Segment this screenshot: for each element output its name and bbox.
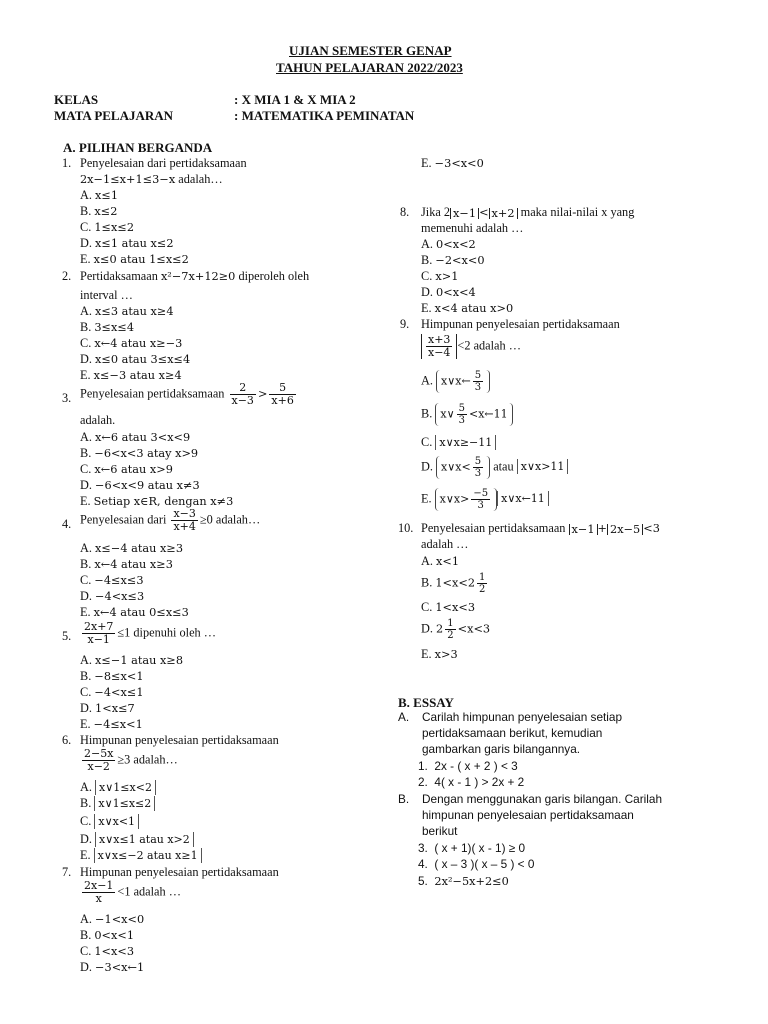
- essay-a-line3: gambarkan garis bilangannya.: [422, 742, 581, 756]
- q10-option-b: B. 1<x<2 $\frac{1}{2}$: [421, 572, 486, 595]
- q10-option-e: E. x>3: [421, 647, 458, 661]
- q1-expr: 2x−1≤x+1≤3−x: [80, 173, 176, 186]
- essay-b-line3: berikut: [422, 824, 458, 838]
- q1-number: 1.: [62, 156, 72, 170]
- q10-option-d: D. 2 $\frac{1}{2}$ <x<3: [421, 618, 491, 641]
- q7-option-c: C. 1<x<3: [80, 944, 135, 958]
- q8-option-e: E. x<4 atau x>0: [421, 301, 514, 315]
- q9-number: 9.: [400, 317, 410, 331]
- q5-number: 5.: [62, 629, 72, 643]
- kelas-value: : X MIA 1 & X MIA 2: [234, 92, 356, 107]
- q3-option-b: B. −6<x<3 atay x>9: [80, 446, 199, 460]
- q7-option-a: A. −1<x<0: [80, 912, 145, 926]
- q8-option-b: B. −2<x<0: [421, 253, 485, 267]
- q4-option-d: D. −4<x≤3: [80, 589, 145, 603]
- q3-text: Penyelesaian pertidaksamaan $\frac{2}{x-3}$ > $\frac{5}{x+6}$: [80, 381, 294, 408]
- q8-text: Jika 2 x−1 < x+2 maka nilai-nilai x yang: [421, 205, 635, 220]
- q7-option-d: D. −3<x←1: [80, 960, 145, 974]
- exam-title: UJIAN SEMESTER GENAP: [289, 43, 452, 58]
- q1-option-b: B. x≤2: [80, 204, 118, 218]
- q7-option-b: B. 0<x<1: [80, 928, 135, 942]
- essay-item-5: 5. 2x²−5x+2≤0: [418, 874, 509, 888]
- q9-option-e: E. x∨x> $\frac{-5}{3}$ x∨x←11: [421, 488, 549, 511]
- q5-option-c: C. −4<x≤1: [80, 685, 144, 699]
- q10-number: 10.: [398, 521, 414, 535]
- q7-expression: $\frac{2x-1}{x}$ <1 adalah …: [84, 879, 182, 906]
- q3-option-d: D. −6<x<9 atau x≠3: [80, 478, 200, 492]
- mapel-label: MATA PELAJARAN: [54, 108, 174, 123]
- q4-option-b: B. x←4 atau x≥3: [80, 557, 173, 571]
- q2-line2: interval …: [80, 288, 133, 302]
- q3-option-c: C. x←6 atau x>9: [80, 462, 173, 476]
- q6-option-c: C. x∨x<1: [80, 815, 139, 827]
- q4-option-c: C. −4≤x≤3: [80, 573, 144, 587]
- q4-number: 4.: [62, 517, 72, 531]
- q5-option-d: D. 1<x≤7: [80, 701, 135, 715]
- q6-option-a: A. x∨1≤x<2: [80, 781, 156, 793]
- essay-a-label: A.: [398, 710, 410, 724]
- q3-line2: adalah.: [80, 413, 116, 427]
- q9-option-b: B. x∨ $\frac{5}{3}$ <x←11: [421, 403, 513, 426]
- q2-text: Pertidaksamaan x²−7x+12≥0 diperoleh oleh: [80, 269, 310, 283]
- q6-option-e: E. x∨x≤−2 atau x≥1: [80, 849, 202, 861]
- q2-option-e: E. x≤−3 atau x≥4: [80, 368, 182, 382]
- kelas-label: KELAS: [54, 92, 99, 107]
- q9-option-d: D. x∨x< $\frac{5}{3}$ atau x∨x>11: [421, 456, 568, 479]
- q1-option-e: E. x≤0 atau 1≤x≤2: [80, 252, 189, 266]
- q8-number: 8.: [400, 205, 410, 219]
- q6-option-b: B. x∨1≤x≤2: [80, 797, 155, 809]
- q4-option-a: A. x≤−4 atau x≥3: [80, 541, 184, 555]
- essay-b-label: B.: [398, 792, 410, 806]
- q1-option-a: A. x≤1: [80, 188, 119, 202]
- q1-tail: adalah…: [178, 172, 223, 186]
- q8-line2: memenuhi adalah …: [421, 221, 524, 235]
- q5-option-b: B. −8≤x<1: [80, 669, 144, 683]
- q10-text: Penyelesaian pertidaksamaan x−1 + 2x−5 <3: [421, 521, 660, 536]
- q3-option-a: A. x←6 atau 3<x<9: [80, 430, 191, 444]
- q6-number: 6.: [62, 733, 72, 747]
- q6-expression: $\frac{2-5x}{x-2}$ ≥3 adalah…: [84, 747, 178, 774]
- q5-option-a: A. x≤−1 atau x≥8: [80, 653, 184, 667]
- section-a-heading: A. PILIHAN BERGANDA: [63, 140, 213, 155]
- essay-item-2: 2. 4( x - 1 ) > 2x + 2: [418, 775, 525, 789]
- q5-text: $\frac{2x+7}{x-1}$ ≤1 dipenuhi oleh …: [84, 620, 217, 647]
- q3-number: 3.: [62, 391, 72, 405]
- q1-option-c: C. 1≤x≤2: [80, 220, 135, 234]
- q2-number: 2.: [62, 269, 72, 283]
- q9-option-a: A. x∨x← $\frac{5}{3}$: [421, 370, 490, 393]
- q6-fraction: $\frac{2-5x}{x-2}$: [84, 747, 114, 774]
- q7-number: 7.: [62, 865, 72, 879]
- q1-expression: [80, 173, 223, 185]
- q6-text: Himpunan penyelesaian pertidaksamaan: [80, 733, 279, 747]
- q2-option-b: B. 3≤x≤4: [80, 320, 135, 334]
- q5-fraction: $\frac{2x+7}{x-1}$: [84, 620, 114, 647]
- q10-line2: adalah …: [421, 537, 469, 551]
- q1-text: Penyelesaian dari pertidaksamaan: [80, 156, 247, 170]
- essay-b-line2: himpunan penyelesaian pertidaksamaan: [422, 808, 634, 822]
- mapel-value: : MATEMATIKA PEMINATAN: [234, 108, 415, 123]
- q8-option-d: D. 0<x<4: [421, 285, 476, 299]
- essay-a-line1: Carilah himpunan penyelesaian setiap: [422, 710, 623, 724]
- essay-a-line2: pertidaksamaan berikut, kemudian: [422, 726, 603, 740]
- q2-option-a: A. x≤3 atau x≥4: [80, 304, 174, 318]
- essay-item-3: 3. ( x + 1)( x - 1) ≥ 0: [418, 841, 526, 855]
- q4-text: Penyelesaian dari $\frac{x-3}{x+4}$ ≥0 adalah…: [80, 507, 261, 534]
- q8-option-c: C. x>1: [421, 269, 459, 283]
- q9-fraction: $\frac{x+3}{x-4}$: [428, 333, 451, 360]
- essay-b-line1: Dengan menggunakan garis bilangan. Carilah: [422, 792, 663, 806]
- q6-option-d: D. x∨x≤1 atau x>2: [80, 833, 194, 845]
- q3-fraction-left: $\frac{2}{x-3}$: [231, 381, 254, 408]
- q9-text: Himpunan penyelesaian pertidaksamaan: [421, 317, 620, 331]
- q7-option-e: E. −3<x<0: [421, 156, 484, 170]
- q3-option-e: E. Setiap x∈R, dengan x≠3: [80, 494, 234, 508]
- q2-option-c: C. x←4 atau x≥−3: [80, 336, 183, 350]
- q2-option-d: D. x≤0 atau 3≤x≤4: [80, 352, 191, 366]
- section-b-heading: B. ESSAY: [398, 695, 454, 710]
- q8-option-a: A. 0<x<2: [421, 237, 476, 251]
- essay-item-4: 4. ( x – 3 )( x – 5 ) < 0: [418, 857, 535, 871]
- q9-option-c: C. x∨x≥−11: [421, 436, 496, 448]
- q7-fraction: $\frac{2x-1}{x}$: [84, 879, 114, 906]
- q3-fraction-right: $\frac{5}{x+6}$: [271, 381, 294, 408]
- q10-option-a: A. x<1: [421, 554, 460, 568]
- essay-item-1: 1. 2x - ( x + 2 ) < 3: [418, 759, 518, 773]
- q1-option-d: D. x≤1 atau x≤2: [80, 236, 174, 250]
- q4-fraction: $\frac{x-3}{x+4}$: [173, 507, 196, 534]
- q4-option-e: E. x←4 atau 0≤x≤3: [80, 605, 189, 619]
- exam-year: TAHUN PELAJARAN 2022/2023: [276, 60, 463, 75]
- q9-expression: $\frac{x+3}{x-4}$ <2 adalah …: [421, 334, 521, 359]
- q5-option-e: E. −4≤x<1: [80, 717, 143, 731]
- q10-option-c: C. 1<x<3: [421, 600, 476, 614]
- q7-text: Himpunan penyelesaian pertidaksamaan: [80, 865, 279, 879]
